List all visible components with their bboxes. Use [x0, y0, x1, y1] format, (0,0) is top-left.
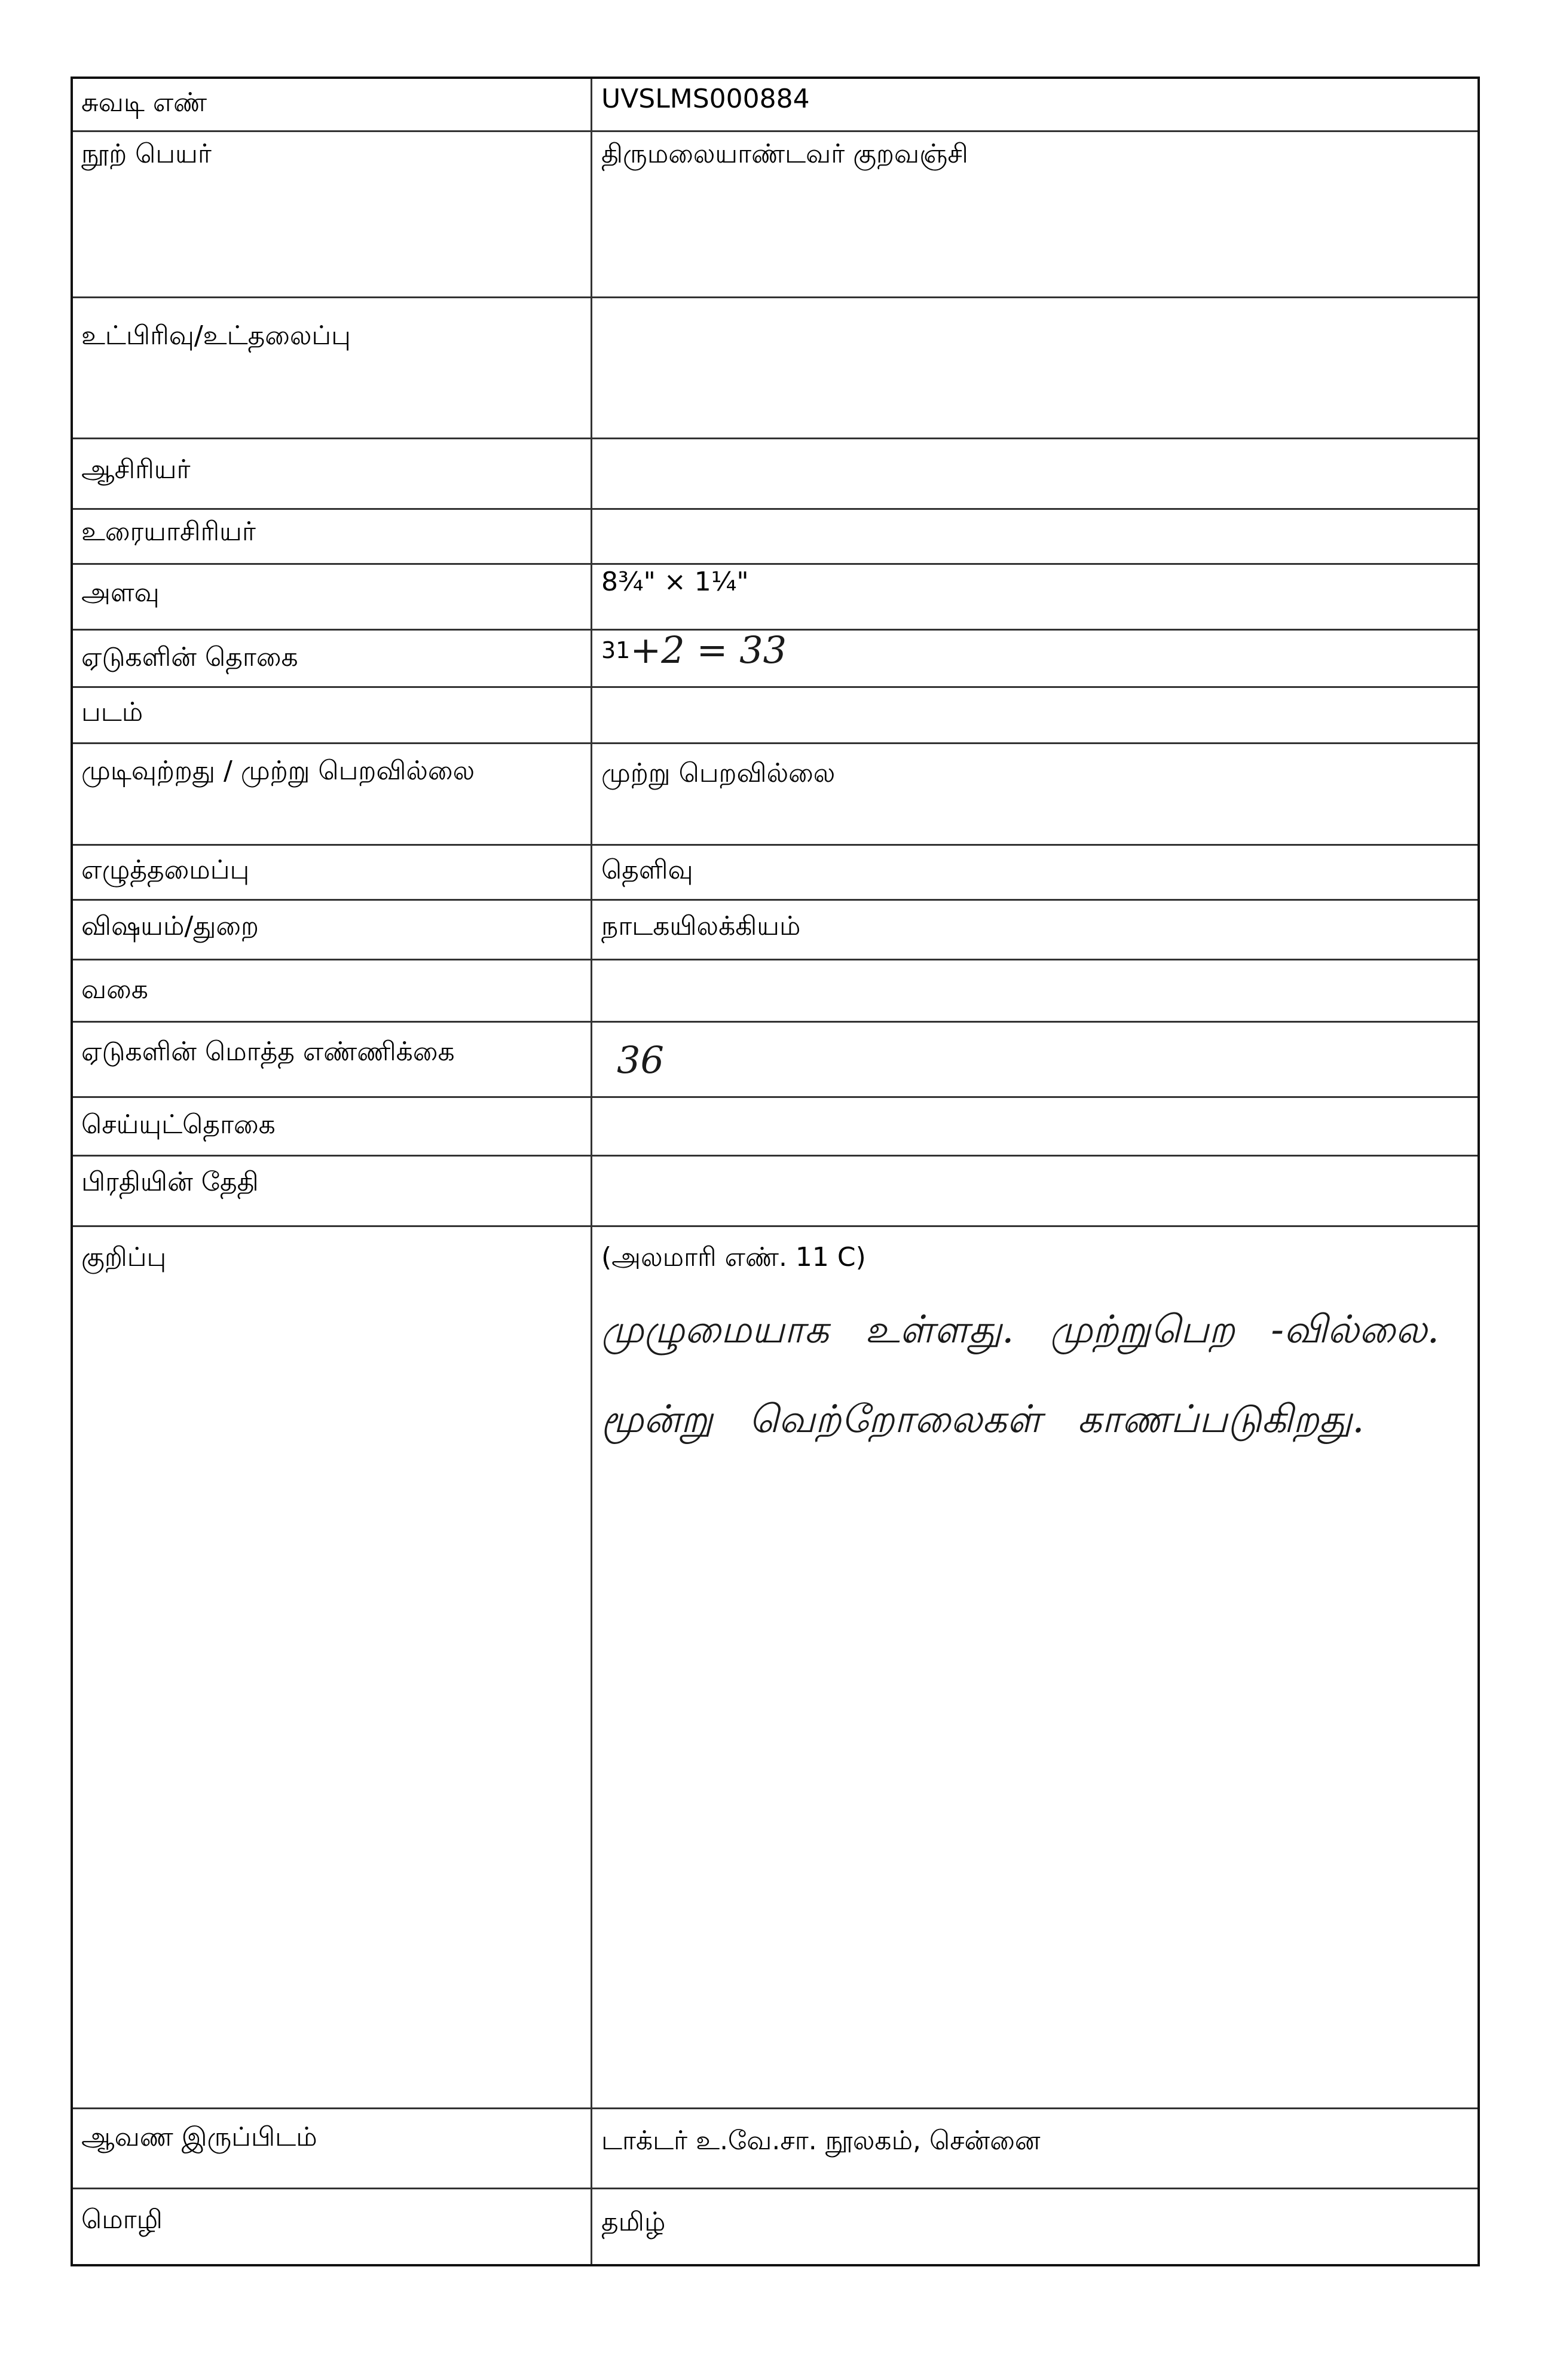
row-language [73, 2188, 1478, 2264]
label-notes: குறிப்பு [81, 1242, 167, 1272]
row-verse-count [73, 1096, 1478, 1157]
label-copy-date: பிரதியின் தேதி [81, 1167, 259, 1197]
value-leaf-count-printed: 31 [601, 637, 631, 663]
row-subject [73, 899, 1478, 960]
value-language: தமிழ் [601, 2207, 666, 2237]
row-completion [73, 742, 1478, 846]
value-repository: டாக்டர் உ.வே.சா. நூலகம், சென்னை [601, 2125, 1041, 2156]
label-completion: முடிவுற்றது / முற்று பெறவில்லை [81, 755, 475, 786]
value-notes-shelf: (அலமாரி எண். 11 C) [601, 1242, 866, 1272]
value-subject: நாடகயிலக்கியம் [601, 911, 801, 941]
row-picture [73, 686, 1478, 744]
row-script [73, 844, 1478, 901]
value-title: திருமலையாண்டவர் குறவஞ்சி [601, 139, 968, 169]
value-completion: முற்று பெறவில்லை [601, 758, 836, 788]
label-script: எழுத்தமைப்பு [81, 855, 250, 885]
label-subject: விஷயம்/துறை [81, 911, 259, 941]
value-notes-handwritten: முழுமையாக உள்ளது. முற்றுபெற -வில்லை. மூன்று வெற்றோலைகள் காணப்படுகிறது. [601, 1308, 1439, 1442]
row-commentator [73, 508, 1478, 565]
row-title [73, 130, 1478, 298]
row-notes [73, 1225, 1478, 2109]
label-leaf-count: ஏடுகளின் தொகை [81, 642, 298, 672]
row-manuscript-id [73, 79, 1478, 132]
row-copy-date [73, 1155, 1478, 1227]
label-picture: படம் [81, 697, 143, 727]
row-type [73, 959, 1478, 1023]
value-leaf-count-handwritten: +2 = 33 [630, 628, 787, 672]
label-total-leaves: ஏடுகளின் மொத்த எண்ணிக்கை [81, 1036, 455, 1067]
row-subtitle [73, 296, 1478, 439]
value-size: 8¾" × 1¼" [601, 567, 749, 597]
value-leaf-count [601, 628, 787, 672]
row-leaf-count [73, 629, 1478, 688]
row-total-leaves [73, 1021, 1478, 1098]
label-size: அளவு [81, 577, 160, 608]
label-verse-count: செய்யுட்தொகை [81, 1109, 276, 1140]
value-total-leaves-handwritten: 36 [617, 1038, 664, 1082]
label-language: மொழி [81, 2204, 163, 2235]
label-type: வகை [81, 974, 148, 1005]
row-author [73, 438, 1478, 510]
label-manuscript-id: சுவடி எண் [81, 87, 207, 118]
row-size [73, 563, 1478, 631]
label-commentator: உரையாசிரியர் [81, 516, 256, 547]
value-script: தெளிவு [601, 855, 693, 885]
value-manuscript-id: UVSLMS000884 [601, 84, 810, 114]
manuscript-record-form [71, 77, 1480, 2266]
label-subtitle: உட்பிரிவு/உட்தலைப்பு [81, 320, 351, 351]
label-repository: ஆவண இருப்பிடம் [81, 2122, 317, 2152]
label-title: நூற் பெயர் [81, 139, 212, 169]
label-author: ஆசிரியர் [81, 454, 191, 485]
row-repository [73, 2107, 1478, 2189]
